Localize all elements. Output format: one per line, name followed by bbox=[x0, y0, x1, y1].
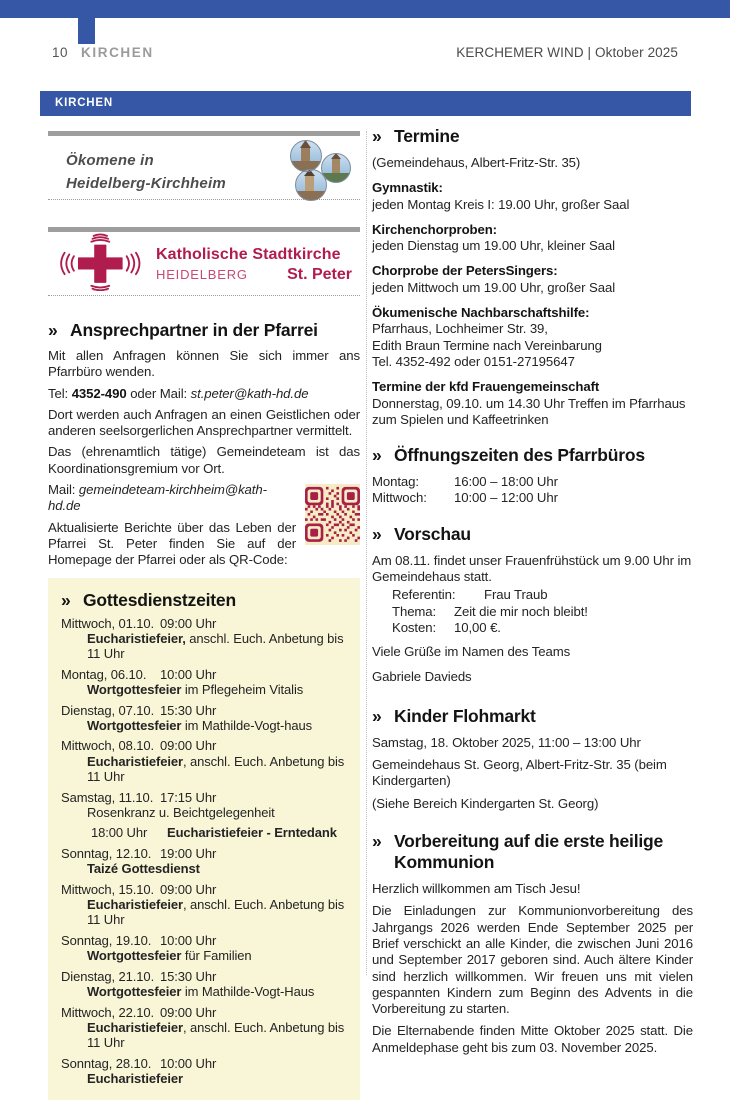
top-blue-bar bbox=[0, 0, 730, 18]
service-entry: Sonntag, 19.10. 10:00 Uhr Wortgottesfeier für Familien bbox=[61, 932, 252, 964]
gottesdienstzeiten-box bbox=[48, 578, 360, 1100]
team-email-address: gemeindeteam-kirchheim@kath-hd.de bbox=[48, 482, 267, 514]
vorschau-closing: Viele Grüße im Namen des Teams bbox=[372, 644, 571, 660]
contact-mail2-line: Mail: gemeindeteam-kirchheim@kath-hd.de bbox=[48, 482, 267, 514]
service-entry: Dienstag, 21.10. 15:30 Uhr Wortgottesfeier im Mathilde-Vogt-Haus bbox=[61, 968, 315, 1000]
phone-number: 4352-490 bbox=[71, 385, 127, 401]
ansprechpartner-section bbox=[48, 320, 360, 569]
ansprechpartner-p2: Dort werden auch Anfragen an einen Geistlichen oder anderen seelsorgerlichen Ansprechpartner vermittelt. bbox=[48, 406, 360, 439]
ansprechpartner-heading: » Ansprechpartner in der Pfarrei bbox=[48, 320, 318, 340]
flohmarkt-heading: » Kinder Flohmarkt bbox=[372, 705, 536, 726]
flohmarkt-section bbox=[372, 706, 693, 812]
qr-code bbox=[305, 484, 360, 550]
service-entry: Sonntag, 28.10. 10:00 Uhr Eucharistiefeier bbox=[61, 1055, 217, 1087]
service-entry: Mittwoch, 08.10. 09:00 Uhr Eucharistiefeier, anschl. Euch. Anbetung bis 11 Uhr bbox=[61, 738, 345, 785]
termine-item: Termine der kfd Frauengemeinschaft Donnerstag, 09.10. um 14.30 Uhr Treffen im Pfarrhaus zum Spielen und Kaffeetrinken bbox=[372, 379, 686, 427]
termine-item: Gymnastik: jeden Montag Kreis I: 19.00 Uhr, großer Saal bbox=[372, 180, 630, 212]
parish-logo-city: HEIDELBERG bbox=[156, 266, 248, 282]
service-entry: Montag, 06.10. 10:00 Uhr Wortgottesfeier im Pflegeheim Vitalis bbox=[61, 666, 304, 698]
top-blue-tab bbox=[78, 18, 95, 44]
kommunion-welcome: Herzlich willkommen am Tisch Jesu! bbox=[372, 881, 581, 897]
kommunion-section bbox=[372, 831, 693, 1056]
service-entry: Mittwoch, 01.10. 09:00 Uhr Eucharistiefeier, anschl. Euch. Anbetung bis 11 Uhr bbox=[61, 615, 344, 662]
page-number: 10 bbox=[52, 45, 69, 60]
service-entry: Sonntag, 12.10. 19:00 Uhr Taizé Gottesdienst bbox=[61, 845, 217, 877]
issue-title: KERCHEMER WIND | Oktober 2025 bbox=[456, 45, 678, 60]
parish-logo-name: St. Peter bbox=[287, 265, 352, 283]
parish-logo-line1: Katholische Stadtkirche bbox=[156, 245, 341, 263]
right-column bbox=[372, 126, 693, 1056]
oekomene-title: Ökomene in Heidelberg-Kirchheim bbox=[66, 152, 226, 192]
parish-logo-box bbox=[48, 227, 360, 296]
parish-logo-text bbox=[156, 246, 360, 284]
parish-cross-icon bbox=[54, 233, 146, 296]
termine-item: Ökumenische Nachbarschaftshilfe: Pfarrhaus, Lochheimer Str. 39, Edith Braun Termine nach Vereinbarung Tel. 4352-492 oder 0151-27195647 bbox=[372, 305, 602, 369]
section-banner-label: KIRCHEN bbox=[55, 97, 113, 109]
flohmarkt-note: (Siehe Bereich Kindergarten St. Georg) bbox=[372, 795, 599, 811]
page-section-label: KIRCHEN bbox=[81, 45, 154, 60]
office-hours-row: Montag: 16:00 – 18:00 Uhr bbox=[372, 474, 558, 490]
kommunion-heading: » Vorbereitung auf die erste heilige Kommunion bbox=[372, 831, 664, 873]
detail-row: Referentin: Frau Traub bbox=[392, 587, 548, 603]
termine-item: Chorprobe der PetersSingers: jeden Mittwoch um 19.00 Uhr, großer Saal bbox=[372, 263, 616, 295]
vorschau-details bbox=[372, 585, 693, 638]
vorschau-section bbox=[372, 524, 693, 685]
ansprechpartner-p1: Mit allen Anfragen können Sie sich immer ans Pfarrbüro wenden. bbox=[48, 348, 360, 380]
termine-item: Kirchenchorproben: jeden Dienstag um 19.00 Uhr, kleiner Saal bbox=[372, 221, 615, 254]
vorschau-signature: Gabriele Davieds bbox=[372, 668, 472, 684]
section-banner bbox=[40, 91, 691, 116]
contact-tel-line: Tel: 4352-490 oder Mail: st.peter@kath-hd.de bbox=[48, 385, 309, 401]
church-photos-icon bbox=[284, 139, 356, 208]
office-hours-row: Mittwoch: 10:00 – 12:00 Uhr bbox=[372, 490, 558, 506]
column-divider bbox=[366, 131, 367, 975]
gottesdienstzeiten-heading: » Gottesdienstzeiten bbox=[61, 589, 236, 610]
service-entry: Mittwoch, 22.10. 09:00 Uhr Eucharistiefeier, anschl. Euch. Anbetung bis 11 Uhr bbox=[61, 1004, 345, 1051]
service-entry: Mittwoch, 15.10. 09:00 Uhr Eucharistiefeier, anschl. Euch. Anbetung bis 11 Uhr bbox=[61, 881, 345, 928]
vorschau-heading: » Vorschau bbox=[372, 523, 471, 544]
ansprechpartner-p4: Aktualisierte Berichte über das Leben der Pfarrei St. Peter finden Sie auf der Homepage der Pfarrei oder als QR-Code: bbox=[48, 519, 296, 568]
termine-subtitle: (Gemeindehaus, Albert-Fritz-Str. 35) bbox=[372, 155, 581, 170]
left-column bbox=[48, 131, 360, 1100]
service-entry: Samstag, 11.10. 17:15 Uhr Rosenkranz u. Beichtgelegenheit 18:00 Uhr Eucharistiefeier - Erntedank bbox=[61, 789, 337, 841]
vorschau-intro: Am 08.11. findet unser Frauenfrühstück um 9.00 Uhr im Gemeindehaus statt. bbox=[372, 552, 692, 585]
detail-row: Kosten: 10,00 €. bbox=[392, 619, 501, 635]
ansprechpartner-p3: Das (ehrenamtlich tätige) Gemeindeteam ist das Koordinationsgremium vor Ort. bbox=[48, 444, 360, 476]
email-address: st.peter@kath-hd.de bbox=[190, 385, 309, 401]
termine-section bbox=[372, 126, 693, 428]
kommunion-body: Die Einladungen zur Kommunionvorbereitung des Jahrgangs 2026 werden Ende September 2025 per Brief verschickt an alle Kinder, die zwischen Juni 2016 und September 2017 geboren sind. Auch ältere Kinder sind herzlich willkommen. Wir freuen uns mit vielen gespannten Kindern zum Beginn des Advents in die Vorbereitung zu starten. bbox=[372, 903, 693, 1017]
oeffnungszeiten-section bbox=[372, 445, 693, 507]
kommunion-dates: Die Elternabende finden Mitte Oktober 2025 statt. Die Anmeldephase geht bis zum 03. November 2025. bbox=[372, 1023, 693, 1055]
qr-flow bbox=[48, 482, 360, 568]
oeffnungszeiten-heading: » Öffnungszeiten des Pfarrbüros bbox=[372, 445, 645, 466]
running-head bbox=[52, 45, 678, 60]
oekomene-box bbox=[48, 131, 360, 200]
flohmarkt-location: Gemeindehaus St. Georg, Albert-Fritz-Str. 35 (beim Kindergarten) bbox=[372, 757, 667, 789]
detail-row: Thema: Zeit die mir noch bleibt! bbox=[392, 603, 588, 619]
service-entry: Dienstag, 07.10. 15:30 Uhr Wortgottesfeier im Mathilde-Vogt-haus bbox=[61, 702, 313, 733]
termine-heading: » Termine bbox=[372, 126, 460, 146]
flohmarkt-date: Samstag, 18. Oktober 2025, 11:00 – 13:00 Uhr bbox=[372, 734, 641, 750]
